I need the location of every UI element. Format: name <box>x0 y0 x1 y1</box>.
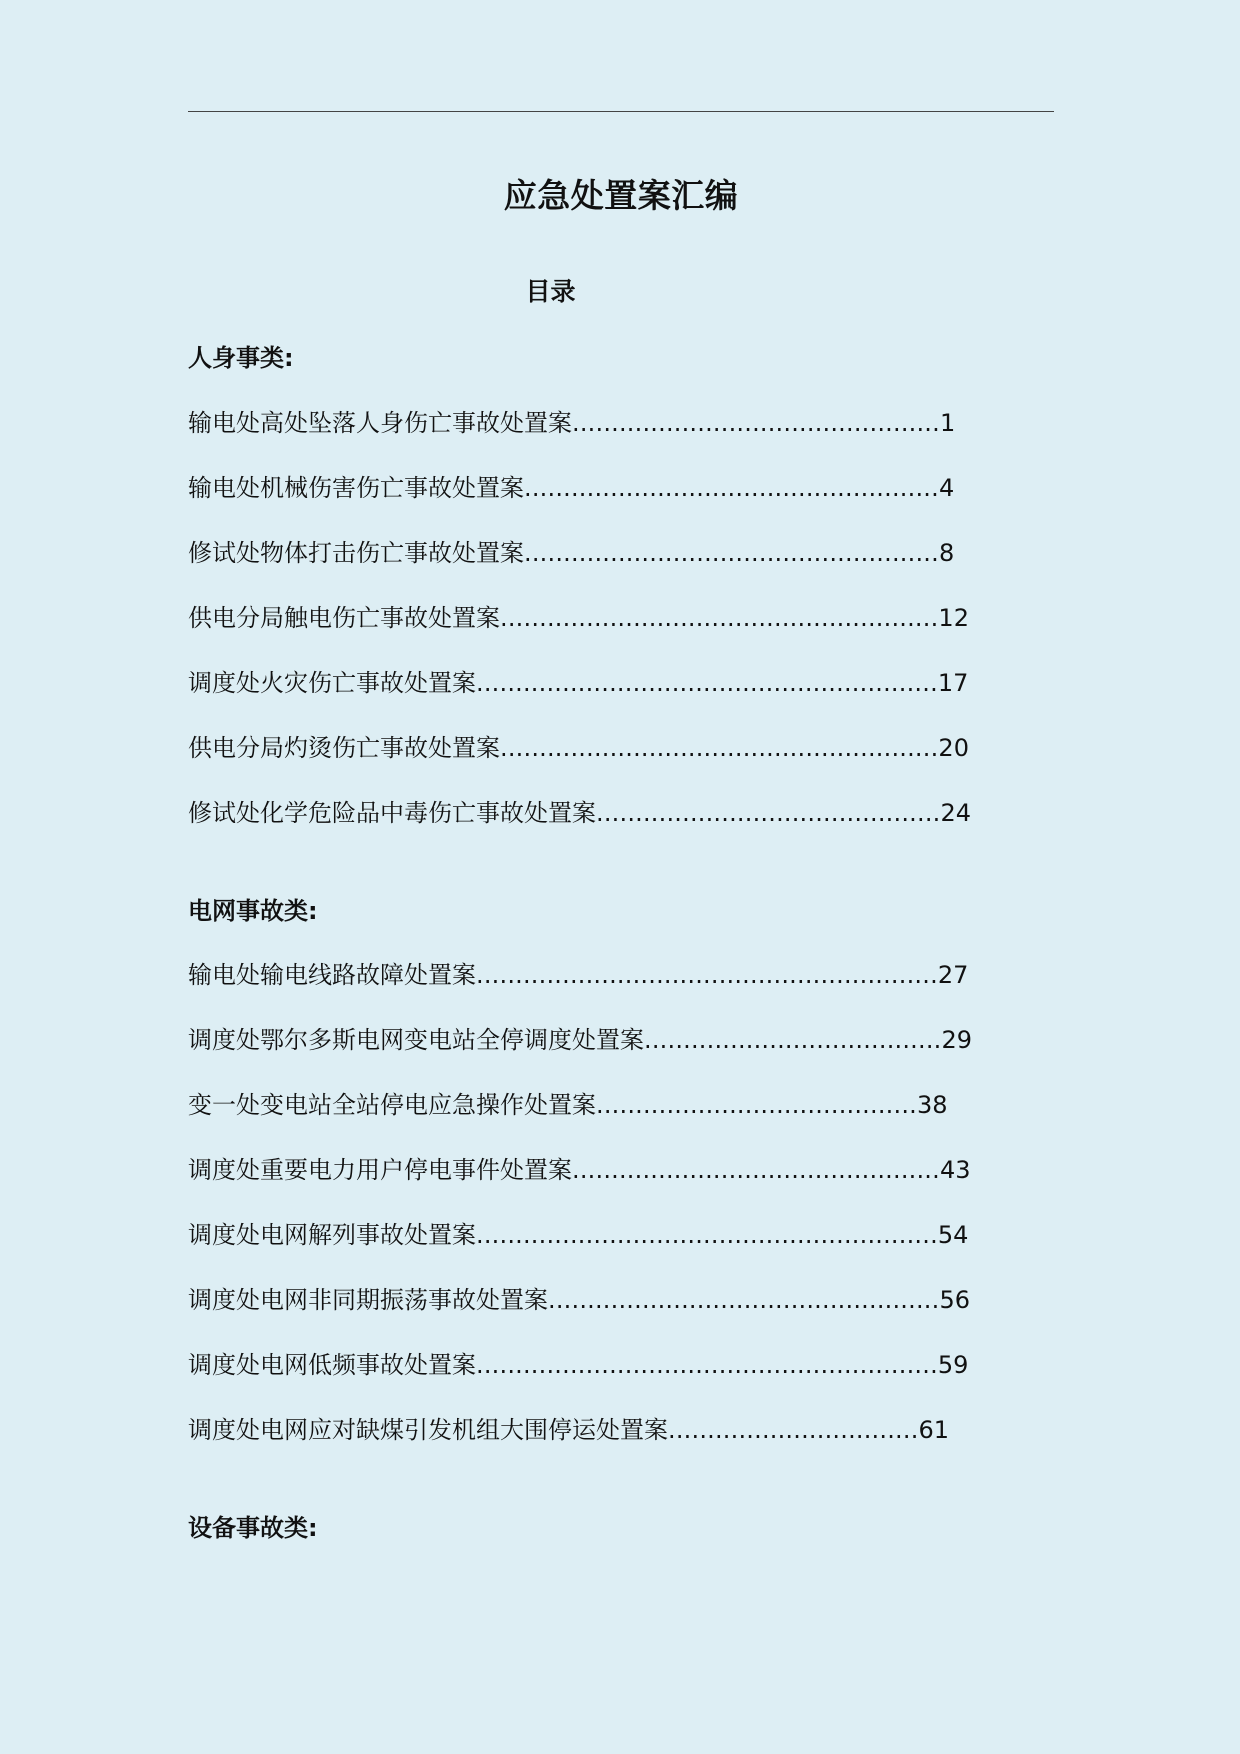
toc-entry <box>188 1217 968 1253</box>
toc-page-number: 4 <box>938 474 955 502</box>
section-heading-grid-accidents: 电网事故类: <box>188 897 318 925</box>
toc-page-number: 54 <box>937 1221 969 1249</box>
toc-leader: ........................................................... <box>476 1351 938 1379</box>
toc-leader: ......................................... <box>596 1091 917 1119</box>
toc-entry-title: 供电分局触电伤亡事故处置案 <box>188 604 500 632</box>
header-rule <box>188 111 1054 112</box>
toc-entry <box>188 1347 968 1383</box>
document-page <box>188 0 1054 1754</box>
toc-leader: ............................................... <box>572 1156 940 1184</box>
toc-entry-title: 输电处输电线路故障处置案 <box>188 961 476 989</box>
toc-entry <box>188 1022 972 1058</box>
toc-entry <box>188 600 969 636</box>
toc-page-number: 20 <box>938 734 969 762</box>
toc-leader: ..................................................... <box>524 539 939 567</box>
toc-page-number: 12 <box>938 604 969 632</box>
toc-entry-title: 变一处变电站全站停电应急操作处置案 <box>188 1091 596 1119</box>
toc-entry-title: 调度处电网应对缺煤引发机组大围停运处置案 <box>188 1416 668 1444</box>
toc-leader: ............................................... <box>572 409 940 437</box>
toc-leader: ..................................................... <box>524 474 939 502</box>
toc-page-number: 27 <box>937 961 969 989</box>
toc-entry <box>188 795 971 831</box>
toc-page-number: 43 <box>939 1156 971 1184</box>
toc-entry <box>188 470 954 506</box>
toc-entry-title: 输电处机械伤害伤亡事故处置案 <box>188 474 524 502</box>
toc-leader: ...................................... <box>644 1026 942 1054</box>
toc-entry-title: 调度处火灾伤亡事故处置案 <box>188 669 476 697</box>
toc-entry <box>188 535 954 571</box>
toc-entry <box>188 730 969 766</box>
toc-page-number: 24 <box>940 799 972 827</box>
toc-entry-title: 调度处重要电力用户停电事件处置案 <box>188 1156 572 1184</box>
toc-entry <box>188 1282 970 1318</box>
toc-entry <box>188 1087 948 1123</box>
toc-page-number: 29 <box>941 1026 973 1054</box>
toc-page-number: 17 <box>937 669 969 697</box>
toc-entry-title: 修试处物体打击伤亡事故处置案 <box>188 539 524 567</box>
toc-page-number: 8 <box>938 539 955 567</box>
toc-leader: ........................................................... <box>476 669 938 697</box>
toc-entry <box>188 405 955 441</box>
toc-leader: ........................................................ <box>500 604 939 632</box>
toc-entry <box>188 1152 971 1188</box>
toc-leader: ............................................ <box>596 799 941 827</box>
toc-leader: ........................................................... <box>476 961 938 989</box>
toc-leader: ........................................................... <box>476 1221 938 1249</box>
toc-leader: ................................ <box>668 1416 919 1444</box>
toc-entry-title: 调度处电网非同期振荡事故处置案 <box>188 1286 548 1314</box>
toc-page-number: 56 <box>939 1286 970 1314</box>
toc-entry <box>188 957 968 993</box>
section-heading-personal-injury: 人身事类: <box>188 344 294 372</box>
toc-leader: ........................................................ <box>500 734 939 762</box>
section-heading-equipment-accidents: 设备事故类: <box>188 1514 318 1542</box>
toc-heading: 目录 <box>525 277 576 306</box>
toc-entry-title: 供电分局灼烫伤亡事故处置案 <box>188 734 500 762</box>
toc-page-number: 1 <box>939 409 956 437</box>
toc-page-number: 38 <box>917 1091 948 1119</box>
toc-entry <box>188 665 968 701</box>
toc-entry <box>188 1412 949 1448</box>
toc-entry-title: 调度处电网低频事故处置案 <box>188 1351 476 1379</box>
toc-entry-title: 修试处化学危险品中毒伤亡事故处置案 <box>188 799 596 827</box>
toc-page-number: 59 <box>937 1351 969 1379</box>
toc-entry-title: 调度处鄂尔多斯电网变电站全停调度处置案 <box>188 1026 644 1054</box>
toc-entry-title: 调度处电网解列事故处置案 <box>188 1221 476 1249</box>
toc-entry-title: 输电处高处坠落人身伤亡事故处置案 <box>188 409 572 437</box>
toc-leader: .................................................. <box>548 1286 940 1314</box>
toc-page-number: 61 <box>918 1416 950 1444</box>
document-title: 应急处置案汇编 <box>503 176 739 215</box>
